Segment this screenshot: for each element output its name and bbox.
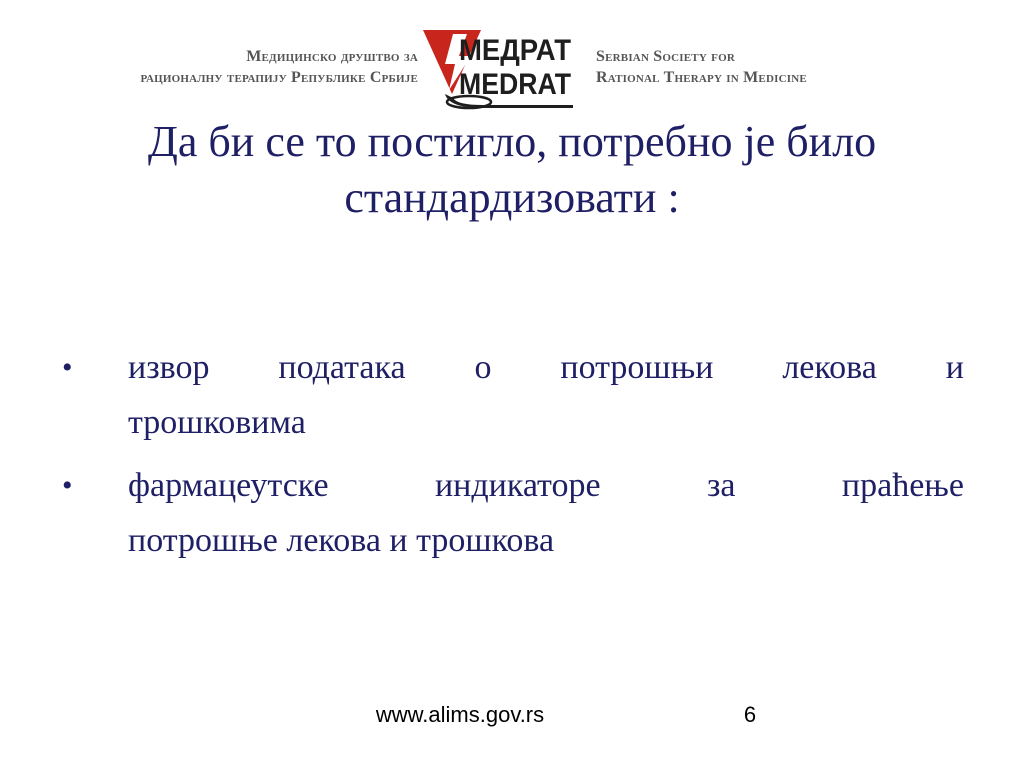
- bullet-line1: [128, 458, 964, 513]
- bullet-line2: потрошње лекова и трошкова: [128, 522, 555, 559]
- society-name-english: [596, 46, 896, 88]
- word: потрошњи: [560, 349, 714, 386]
- bullet-item-indicators: [62, 458, 964, 568]
- word: индикаторе: [434, 467, 601, 504]
- word: праћење: [841, 467, 964, 504]
- logo-text-cyrillic: MEДРАТ: [459, 34, 571, 67]
- bullet-line2: трошковима: [128, 404, 306, 441]
- bullet-text: [128, 340, 964, 450]
- bullet-item-data-source: [62, 340, 964, 450]
- society-sr-line1: Медицинско друштво за: [246, 48, 418, 65]
- society-en-line2: Rational Therapy in Medicine: [596, 69, 807, 86]
- title-line2: стандардизовати :: [344, 173, 680, 222]
- word: фармацеутске: [128, 467, 329, 504]
- word: података: [278, 349, 406, 386]
- word: извор: [128, 349, 210, 386]
- bullet-list: [62, 340, 964, 576]
- society-en-line1: Serbian Society for: [596, 48, 736, 65]
- header-band: [0, 24, 1024, 112]
- society-name-serbian: [98, 46, 418, 88]
- bullet-dot-icon: •: [62, 351, 73, 384]
- bullet-dot-icon: •: [62, 469, 73, 502]
- page-number: 6: [743, 702, 757, 727]
- title-line1: Да би се то постигло, потребно је било: [147, 117, 877, 166]
- word: за: [706, 467, 736, 504]
- logo-text-latin: MEDRAT: [459, 68, 571, 101]
- medrat-logo: [423, 28, 575, 112]
- bullet-text: [128, 458, 964, 568]
- word: о: [474, 349, 492, 386]
- medrat-logo-graphic: [423, 28, 575, 112]
- word: лекова: [782, 349, 877, 386]
- slide-title: [60, 114, 964, 226]
- society-sr-line2: рационалну терапију Републике Србије: [140, 69, 418, 86]
- footer-url: www.alims.gov.rs: [375, 702, 545, 727]
- word: и: [945, 349, 964, 386]
- bullet-line1: [128, 340, 964, 395]
